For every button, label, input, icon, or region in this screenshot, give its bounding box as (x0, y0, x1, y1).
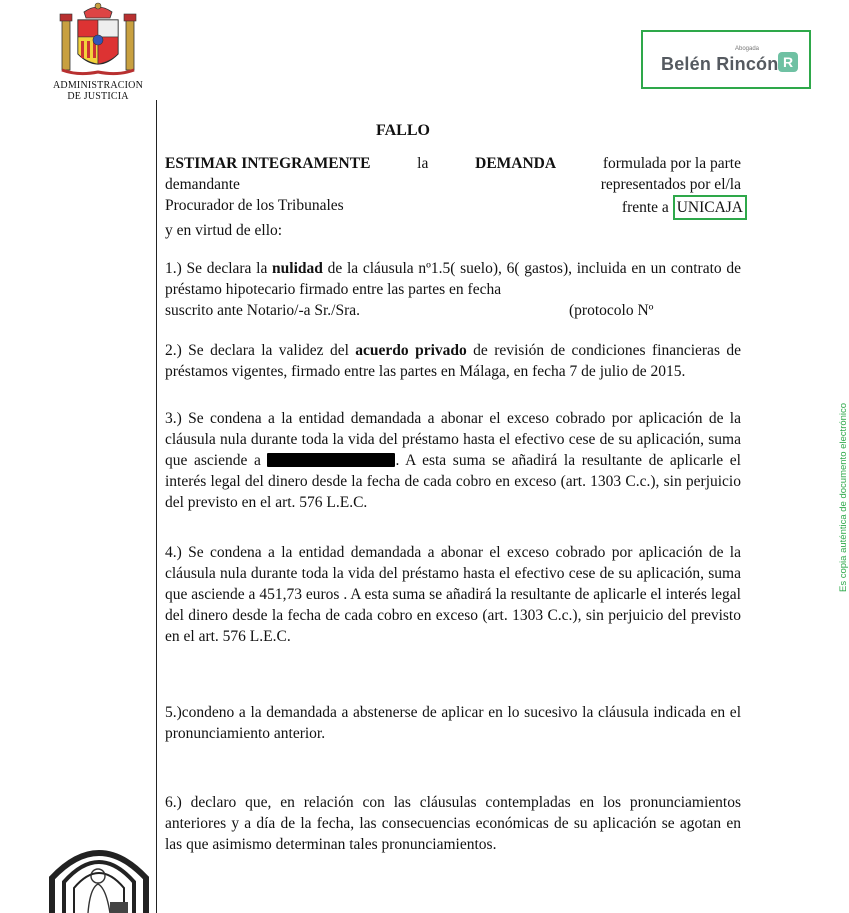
item-2-paragraph: 2.) Se declara la validez del acuerdo privado de revisión de condiciones financieras de préstamos vigentes, firmado entre las partes en Málaga, en fecha 7 de julio de 2015. (165, 342, 741, 380)
junta-emblem-icon (44, 832, 154, 913)
item-6-paragraph: 6.) declaro que, en relación con las cláusulas contempladas en los pronunciamientos anteriores y a día de la fecha, las consecuencias económicas de su aplicación se agotan en las que asimismo determinan tales pronunciamientos. (165, 794, 741, 853)
logo-name: Belén Rincón (661, 54, 779, 74)
item-5-paragraph: 5.)condeno a la demandada a abstenerse de aplicar en lo sucesivo la cláusula indicada en el pronunciamiento anterior. (165, 704, 741, 742)
logo-subtitle: Abogada (735, 46, 760, 52)
unicaja-highlight: UNICAJA (673, 195, 747, 220)
intro-paragraph (165, 153, 741, 241)
svg-text:R: R (782, 54, 794, 70)
margin-rule (156, 100, 157, 913)
document-title: FALLO (376, 122, 430, 139)
administration-label (40, 80, 156, 102)
admin-label-line2: DE JUSTICIA (67, 91, 129, 102)
crest-icon (58, 2, 138, 80)
item-4-paragraph: 4.) Se condena a la entidad demandada a abonar el exceso cobrado por aplicación de la cláusula nula durante toda la vida del préstamo hasta el efectivo cese de su aplicación, suma que asciende a 451,73 euros . A esta suma se añadirá la resultante de aplicarle el interés legal del dinero desde la fecha de cada cobro en exceso (art. 1303 C.c.), sin perjuicio del previsto en el art. 576 L.E.C. (165, 544, 741, 645)
logo-mark-icon (777, 51, 799, 73)
lawyer-logo-box (641, 30, 811, 89)
admin-label-line1: ADMINISTRACION (52, 80, 144, 91)
authenticity-note: Es copia auténtica de documento electrónico (838, 402, 849, 592)
intro-line-4: y en virtud de ello: (165, 222, 283, 239)
item-3-paragraph: 3.) Se condena a la entidad demandada a abonar el exceso cobrado por aplicación de la cláusula nula durante toda la vida del préstamo hasta el efectivo cese de su aplicación, suma que asciende a . A esta suma se añadirá la resultante de aplicarle el interés legal del dinero desde la fecha de cada cobro en exceso (art. 1303 C.c.), sin perjuicio del previsto en el art. 576 L.E.C. (165, 410, 741, 511)
intro-line-2: demandante representados por el/la (165, 176, 741, 193)
item-1-paragraph: 1.) Se declara la nulidad de la cláusula nº1.5( suelo), 6( gastos), incluida en un contrato de préstamo hipotecario firmado entre las partes en fecha suscrito ante Notario/-a Sr./Sra. (protocolo Nº (165, 260, 741, 319)
intro-line-3: Procurador de los Tribunales frente a UNICAJA (165, 195, 741, 220)
redacted-amount (267, 453, 395, 467)
intro-line-1: ESTIMAR INTEGRAMENTE la DEMANDA formulada por la parte (165, 155, 741, 172)
